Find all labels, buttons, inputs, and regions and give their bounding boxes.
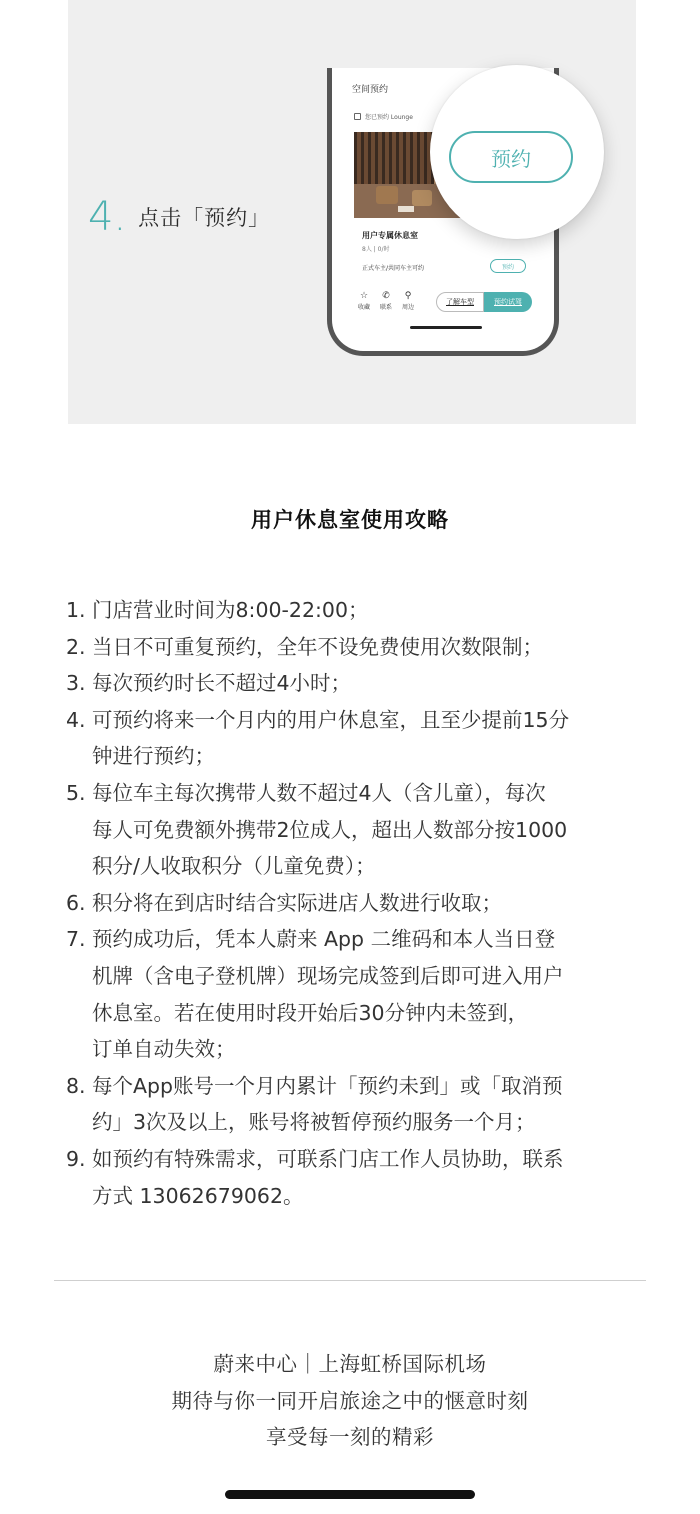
book-test-drive-button[interactable]: 预约试驾 [484,292,532,312]
nav-favorite[interactable] [358,292,370,311]
rule-number: 9. [66,1146,86,1171]
footer [0,1346,700,1456]
phone-home-indicator [410,326,482,329]
rule-number: 6. [66,890,86,915]
section-divider [54,1280,646,1281]
reserved-label: 您已预约 Lounge [365,114,413,121]
phone-icon: ✆ [382,291,390,301]
footer-location: 蔚来中心｜上海虹桥国际机场 [213,1352,487,1376]
star-icon: ☆ [359,291,369,301]
nav-nearby[interactable] [402,292,414,311]
rule-item [66,702,646,775]
search-icon: ⚲ [404,291,412,301]
rule-number: 5. [66,780,86,805]
rule-number: 2. [66,634,86,659]
rule-number: 4. [66,707,86,732]
rule-item [66,1141,646,1214]
rule-item [66,885,646,922]
room-capacity: 8人 | 0/时 [362,246,390,253]
nav-contact-label: 联系 [380,304,393,311]
reserved-notice [354,112,413,121]
rule-item [66,775,646,885]
calendar-icon [354,113,361,120]
room-eligibility: 正式车主/共同车主可约 [362,265,425,272]
nav-nearby-label: 周边 [402,304,415,311]
home-indicator[interactable] [225,1490,475,1499]
rule-text: 积分将在到店时结合实际进店人数进行收取； [92,890,502,915]
rule-text: 门店营业时间为8:00-22:00； [92,598,369,622]
rule-item [66,665,646,702]
step-instruction: 点击「预约」 [138,206,271,230]
step-label [88,192,270,242]
phone-screen-title: 空间预约 [352,85,389,95]
rule-text: 每个App账号一个月内累计「预约未到」或「取消预 约」3次及以上，账号将被暂停预约服务一个月； [92,1073,563,1135]
room-name: 用户专属休息室 [362,231,418,240]
rule-number: 1. [66,598,86,622]
rule-item [66,629,646,666]
rule-text: 预约成功后，凭本人蔚来 App 二维码和本人当日登 机牌（含电子登机牌）现场完成签到后即可进入用户 休息室。若在使用时段开始后30分钟内未签到， 订单自动失效； [92,927,564,1062]
rule-text: 可预约将来一个月内的用户休息室，且至少提前15分 钟进行预约； [92,707,570,769]
footer-slogan: 享受每一刻的精彩 [266,1425,434,1450]
rule-item [66,1068,646,1141]
rule-text: 如预约有特殊需求，可联系门店工作人员协助，联系 方式 13062679062。 [92,1146,564,1208]
rule-item [66,921,646,1067]
phone-bottom-bar [332,284,554,322]
nav-favorite-label: 收藏 [358,304,371,311]
rule-text: 当日不可重复预约，全年不设免费使用次数限制； [92,634,543,659]
rule-number: 3. [66,671,86,696]
step-number: 4. [88,194,127,240]
rule-item [66,592,646,629]
rules-list [66,592,646,1214]
phone-book-button[interactable]: 预约 [490,259,526,273]
footer-tagline: 期待与你一同开启旅途之中的惬意时刻 [171,1388,529,1413]
rule-text: 每次预约时长不超过4小时； [92,671,352,696]
learn-model-button[interactable]: 了解车型 [436,292,484,312]
nav-contact[interactable] [380,292,392,311]
rule-text: 每位车主每次携带人数不超过4人（含儿童），每次 每人可免费额外携带2位成人，超出人数部分按1000 积分/人收取积分（儿童免费）； [92,780,568,879]
highlighted-book-button[interactable]: 预约 [449,131,573,183]
rule-number: 7. [66,927,86,952]
guide-title: 用户休息室使用攻略 [251,508,449,532]
rule-number: 8. [66,1073,86,1098]
